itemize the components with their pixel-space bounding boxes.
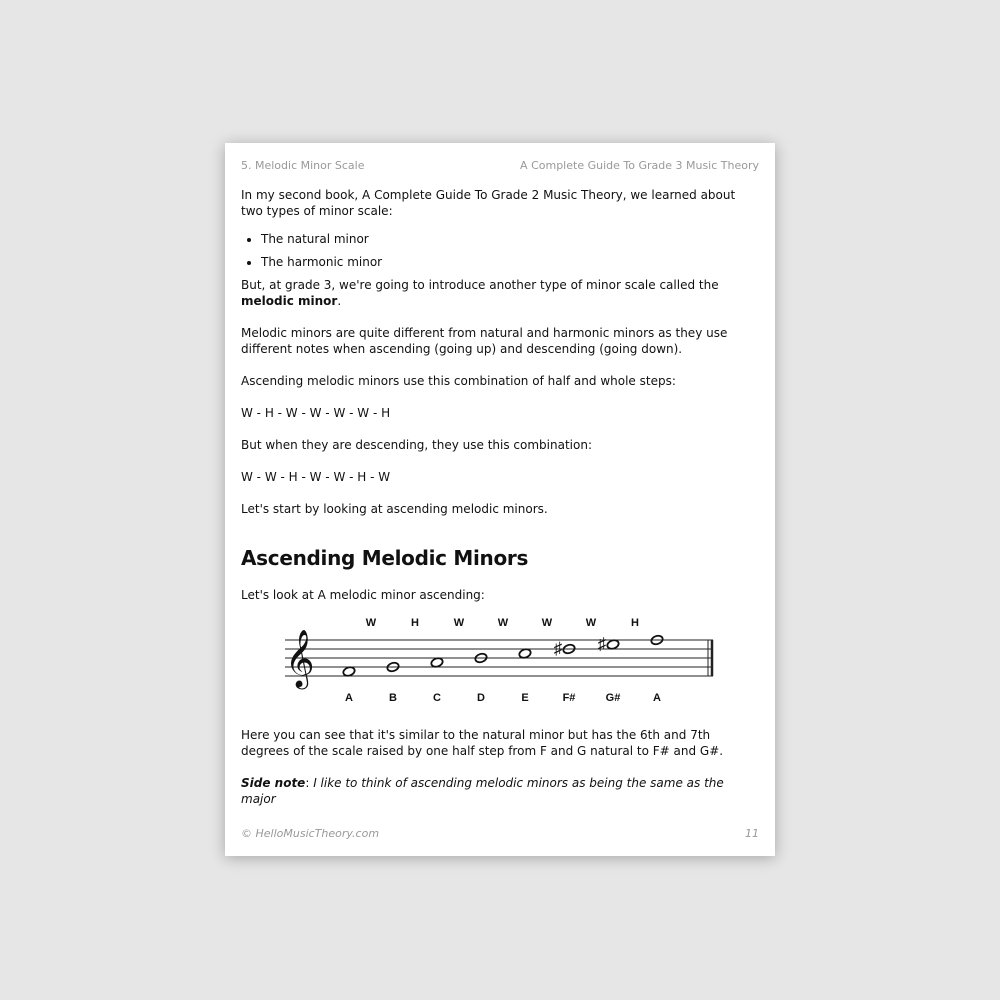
- note-name-label: A: [653, 692, 661, 704]
- chapter-title: 5. Melodic Minor Scale: [241, 159, 365, 172]
- side-note: Side note: I like to think of ascending melodic minors as being the same as the major: [241, 776, 724, 806]
- side-note-text: I like to think of ascending melodic minors as being the same as the major: [241, 776, 724, 806]
- note-name-label: G#: [605, 692, 621, 704]
- music-staff: [241, 615, 759, 711]
- melodic-minor-bold: melodic minor: [241, 294, 338, 308]
- step-label: W: [497, 617, 509, 629]
- ascending-pattern: W - H - W - W - W - W - H: [241, 406, 391, 420]
- step-label: W: [365, 617, 377, 629]
- step-label: W: [453, 617, 465, 629]
- step-label: W: [585, 617, 597, 629]
- step-label: W: [541, 617, 553, 629]
- page-content: [241, 187, 759, 807]
- book-page: [225, 143, 775, 856]
- descending-intro-paragraph: But when they are descending, they use this combination:: [241, 438, 592, 452]
- sharp-icon: ♯: [597, 634, 607, 654]
- difference-paragraph: Melodic minors are quite different from natural and harmonic minors as they use different notes when ascending (going up) and descending (going down).: [241, 326, 728, 356]
- note-name-label: C: [433, 692, 441, 704]
- side-note-label: Side note: [241, 776, 306, 790]
- page-footer: [241, 827, 759, 840]
- treble-clef-icon: 𝄞: [285, 630, 315, 686]
- note-name-label: E: [521, 692, 529, 704]
- book-title: A Complete Guide To Grade 3 Music Theory: [520, 159, 759, 172]
- running-header: [241, 159, 759, 172]
- section-heading: Ascending Melodic Minors: [241, 546, 529, 570]
- copyright: © HelloMusicTheory.com: [241, 827, 380, 840]
- list-item: • The natural minor: [261, 231, 759, 247]
- note-name-label: D: [477, 692, 485, 704]
- page-number: 11: [745, 827, 759, 840]
- ascending-intro-paragraph: Ascending melodic minors use this combination of half and whole steps:: [241, 374, 676, 388]
- start-paragraph: Let's start by looking at ascending melodic minors.: [241, 502, 548, 516]
- intro-paragraph: In my second book, A Complete Guide To Grade 2 Music Theory, we learned about two types of minor scale:: [241, 188, 736, 218]
- note-name-label: F#: [562, 692, 576, 704]
- whole-note: [606, 639, 620, 650]
- explanation-paragraph: Here you can see that it's similar to the natural minor but has the 6th and 7th degrees of the scale raised by one half step from F and G natural to F# and G#.: [241, 728, 724, 758]
- example-intro-paragraph: Let's look at A melodic minor ascending:: [241, 588, 485, 602]
- grade3-paragraph: But, at grade 3, we're going to introduce another type of minor scale called the melodic minor.: [241, 278, 719, 308]
- whole-note: [342, 666, 356, 677]
- note-name-label: A: [345, 692, 353, 704]
- descending-pattern: W - W - H - W - W - H - W: [241, 470, 391, 484]
- scale-notation: [241, 615, 759, 711]
- whole-note: [430, 657, 444, 668]
- sharp-icon: ♯: [553, 639, 563, 658]
- step-label: H: [631, 617, 639, 629]
- note-name-label: B: [389, 692, 397, 704]
- minor-types-list: [241, 231, 759, 270]
- step-label: H: [411, 617, 419, 629]
- list-item: • The harmonic minor: [261, 254, 759, 270]
- whole-note: [518, 648, 532, 659]
